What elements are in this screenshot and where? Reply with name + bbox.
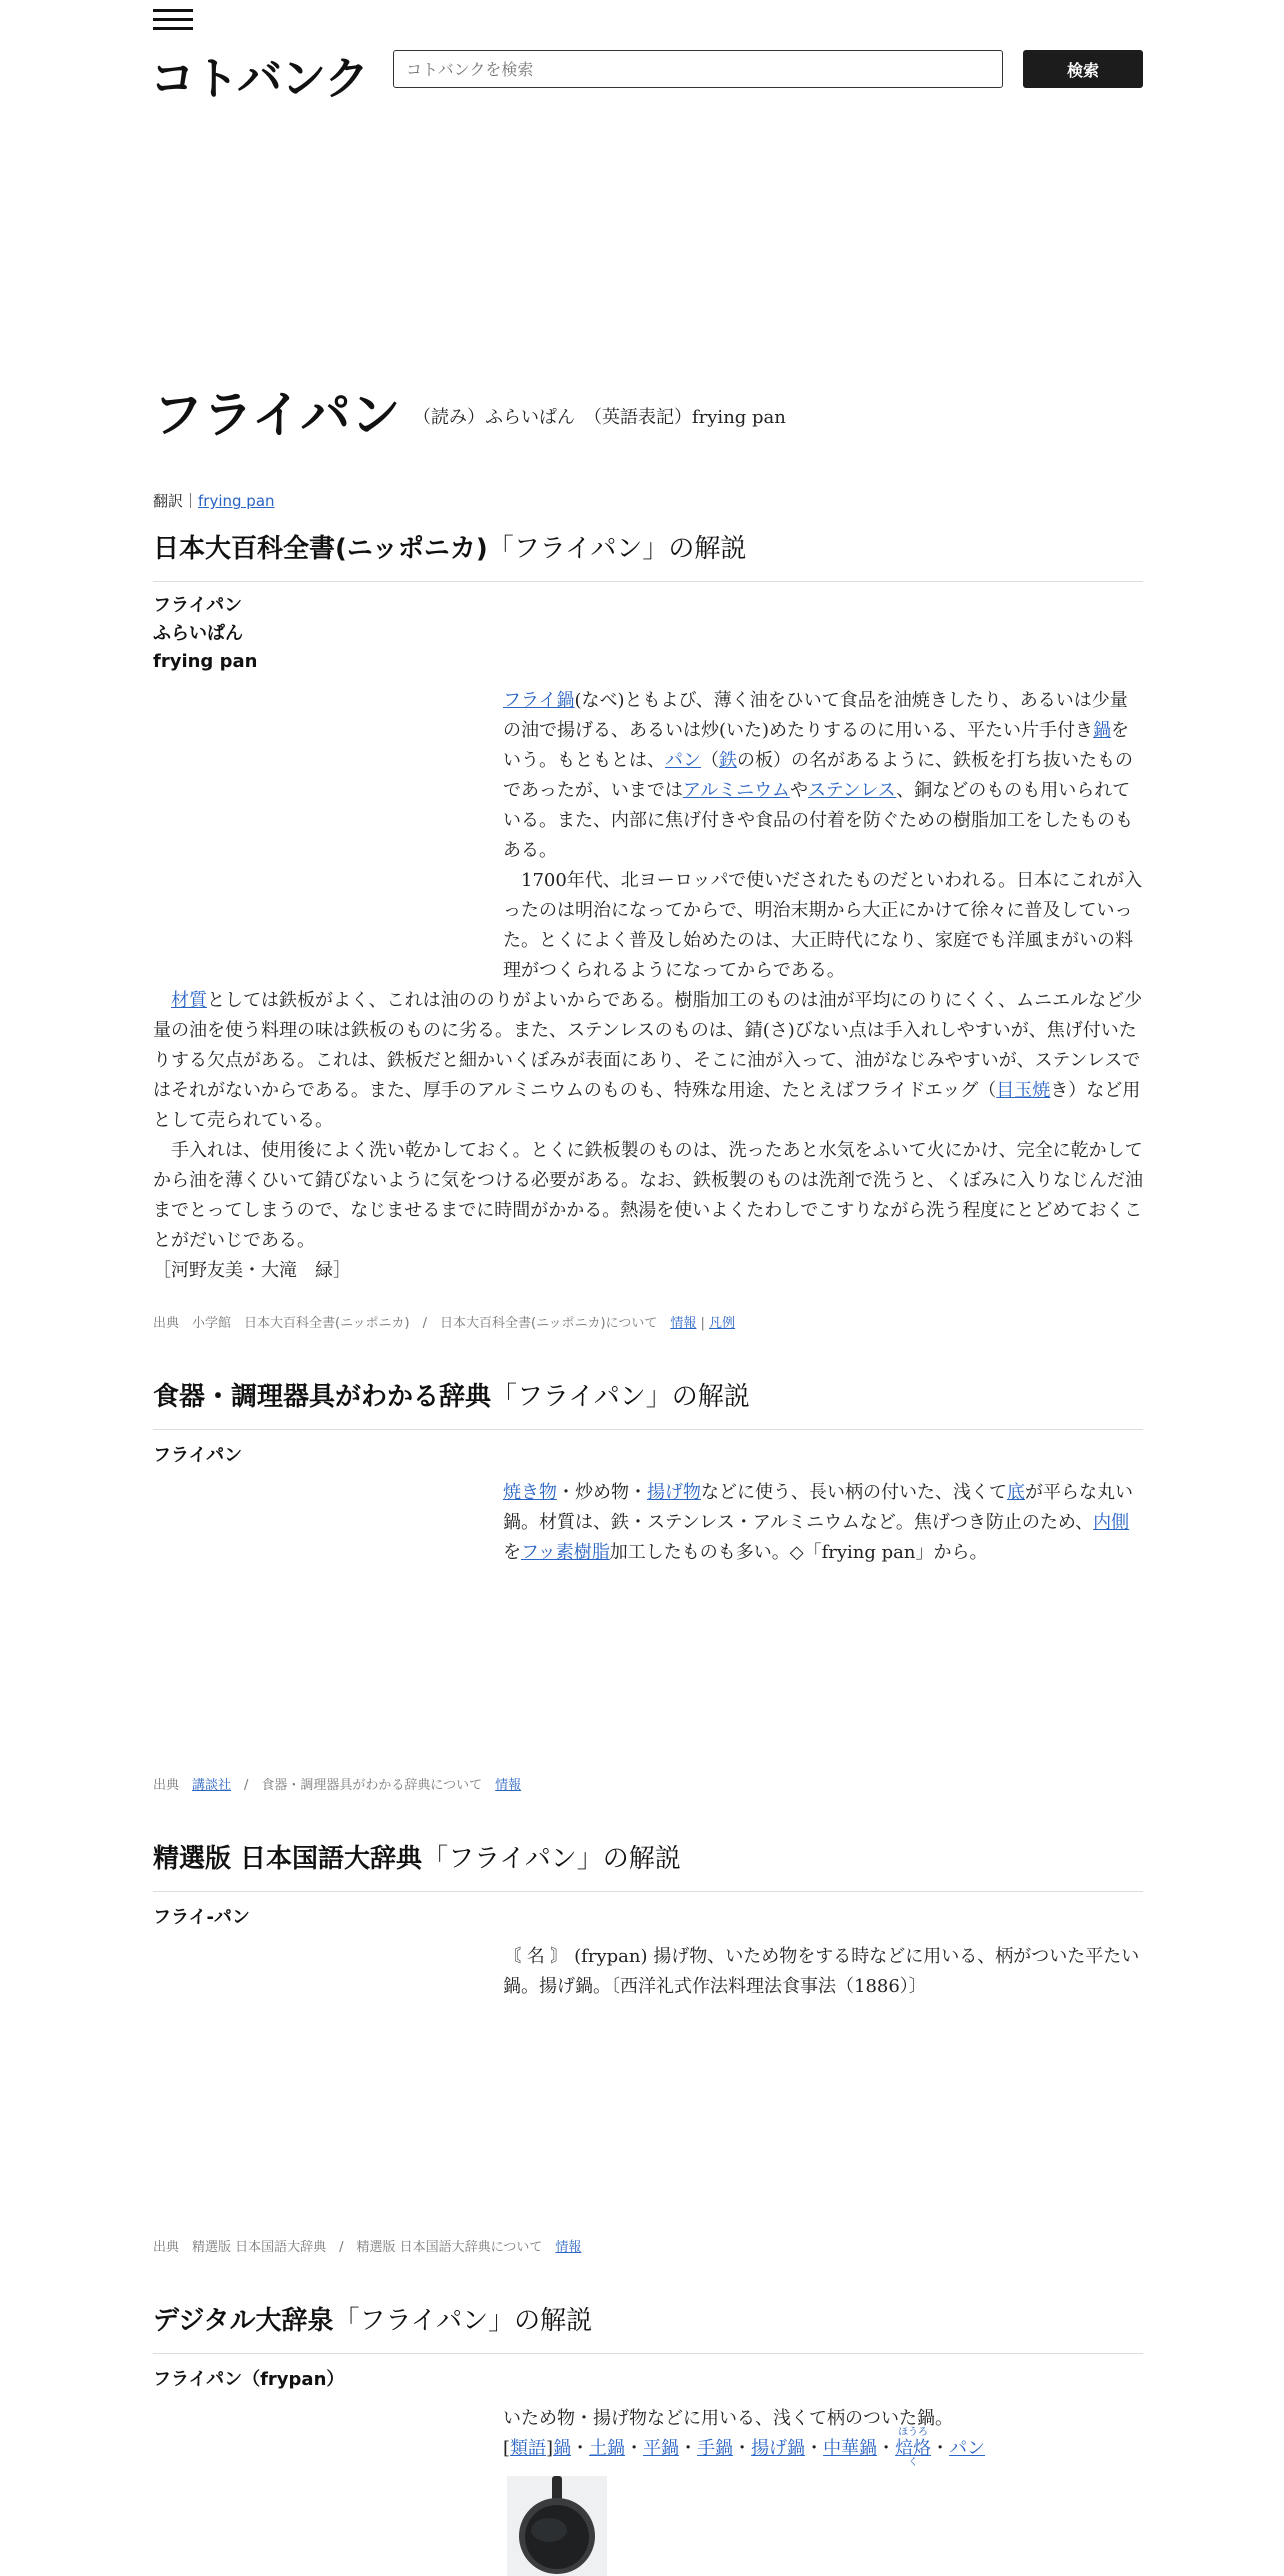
related-word-link[interactable]: 鍋 <box>553 2438 572 2459</box>
headwords <box>153 2366 344 2394</box>
dict-name: 精選版 日本国語大辞典 <box>153 1844 423 1874</box>
headword: フライパン <box>153 1445 243 1466</box>
dict-quote: 「フライパン」の解説 <box>422 1844 681 1874</box>
separator: ・ <box>805 2438 824 2459</box>
link-yakimono[interactable]: 焼き物 <box>503 1482 557 1503</box>
separator: | <box>696 1316 710 1331</box>
dict-quote: 「フライパン」の解説 <box>333 2306 593 2336</box>
related-word-link[interactable]: 手鍋 <box>697 2438 734 2459</box>
text: ・炒め物・ <box>557 1482 647 1503</box>
ruby-group <box>895 2427 932 2468</box>
link-stainless[interactable]: ステンレス <box>807 780 897 801</box>
headword: フライ-パン <box>153 1907 250 1928</box>
source-info-link[interactable]: 情報 <box>555 2240 582 2255</box>
headword: フライパン <box>153 595 243 616</box>
entry-paragraph: 手入れは、使用後によく洗い乾かしておく。とくに鉄板製のものは、洗ったあと水気をふいて火にかけ、完全に乾かしてから油を薄くひいて錆びないように気をつける必要がある。なお、鉄板製のものは洗剤で洗うと、くぼみに入りなじんだ油までとってしまうので、なじませるまでに時間がかかる。熱湯を使いよくたわしでこすりながら洗う程度にとどめておくことがだいじである。 <box>153 1140 1143 1251</box>
text: 、銅などのものも用いられている。また、内部に焦げ付きや食品の付着を防ぐための樹脂加工をしたものもある。 <box>503 780 1133 861</box>
dict-name: 食器・調理器具がわかる辞典 <box>153 1382 492 1412</box>
link-ruigo[interactable]: 類語 <box>510 2438 547 2459</box>
related-word-link[interactable]: 土鍋 <box>589 2438 626 2459</box>
separator: ・ <box>625 2438 644 2459</box>
headwords <box>153 1442 242 1470</box>
section-heading-kokugo <box>153 1838 1143 1892</box>
translation-link[interactable]: frying pan <box>198 492 275 510</box>
link-zaishitsu[interactable]: 材質 <box>171 990 207 1011</box>
entry-author: ［河野友美・大滝 緑］ <box>153 1260 351 1281</box>
source-publisher-link[interactable]: 講談社 <box>192 1778 232 1793</box>
source-hanrei-link[interactable]: 凡例 <box>709 1316 736 1331</box>
related-word-link[interactable]: 焙烙 <box>895 2438 932 2459</box>
text: を <box>503 1542 521 1563</box>
entry-paragraph: 1700年代、北ヨーロッパで使いだされたものだといわれる。日本にこれが入ったのは明治になってからで、明治末期から大正にかけて徐々に普及していった。とくによく普及し始めたのは、大正時代になり、家庭でも洋風まがいの料理がつくられるようになってからである。 <box>503 870 1143 981</box>
entry-body <box>503 2404 1143 2468</box>
text: (なべ)ともよび、薄く油をひいて食品を油焼きしたり、あるいは少量の油で揚げる、あるいは炒(いた)めたりするのに用いる、平たい片手付き <box>503 690 1128 741</box>
headwords <box>153 592 257 676</box>
source-text: 出典 <box>153 1778 193 1793</box>
text: をいう。もともとは、 <box>503 720 1130 771</box>
entry-body <box>503 1942 1143 2002</box>
related-word-link[interactable]: 揚げ鍋 <box>751 2438 806 2459</box>
link-nabe[interactable]: 鍋 <box>1093 720 1112 741</box>
separator: ・ <box>877 2438 896 2459</box>
text: や <box>789 780 808 801</box>
frying-pan-illustration <box>507 2476 607 2576</box>
separator: ・ <box>571 2438 590 2459</box>
site-logo[interactable]: コトバンク <box>150 52 369 105</box>
source-line <box>153 1312 735 1331</box>
link-agemono[interactable]: 揚げ物 <box>647 1482 701 1503</box>
related-word-link[interactable]: 中華鍋 <box>823 2438 878 2459</box>
link-soko[interactable]: 底 <box>1007 1482 1025 1503</box>
source-text: 出典 精選版 日本国語大辞典 / 精選版 日本国語大辞典について <box>153 2240 556 2255</box>
headwords <box>153 1904 250 1932</box>
page-title: フライパン <box>153 386 401 444</box>
ruby-reading: ほうろく <box>898 2427 929 2468</box>
text <box>153 990 171 1011</box>
source-info-link[interactable]: 情報 <box>495 1778 522 1793</box>
separator: ・ <box>679 2438 698 2459</box>
search-box[interactable] <box>393 50 1003 88</box>
dict-name: デジタル大辞泉 <box>153 2306 334 2336</box>
source-text: / 食器・調理器具がわかる辞典について <box>231 1778 496 1793</box>
search-input[interactable] <box>394 51 1002 87</box>
text: （ <box>701 750 719 771</box>
separator: ・ <box>733 2438 752 2459</box>
headword: frying pan <box>153 651 258 672</box>
link-tetsu[interactable]: 鉄 <box>719 750 737 771</box>
related-word-link[interactable]: 平鍋 <box>643 2438 680 2459</box>
source-line <box>153 2236 581 2255</box>
text: の板）の名があるように、鉄板を打ち抜いたものであったが、いまでは <box>503 750 1133 801</box>
dict-name: 日本大百科全書(ニッポニカ) <box>153 534 488 564</box>
entry-body <box>503 1478 1143 1568</box>
entry-paragraph: 〘 名 〙 (frypan) 揚げ物、いため物をする時などに用いる、柄がついた平たい鍋。揚げ鍋。〔西洋礼式作法料理法食事法（1886）〕 <box>503 1946 1140 1997</box>
link-aluminium[interactable]: アルミニウム <box>682 780 790 801</box>
bracket: [ <box>503 2438 511 2459</box>
related-word-link[interactable]: パン <box>949 2438 986 2459</box>
translation-label: 翻訳｜ <box>153 492 199 510</box>
section-heading-nipponica <box>153 528 1143 582</box>
text: としては鉄板がよく、これは油ののりがよいからである。樹脂加工のものは油が平均にのりにくく、ムニエルなど少量の油を使う料理の味は鉄板のものに劣る。また、ステンレスのものは、錆(さ)びない点は手入れしやすいが、焦げ付いたりする欠点がある。これは、鉄板だと細かいくぼみが表面にあり、そこに油が入って、油がなじみやすいが、ステンレスではそれがないからである。また、厚手のアルミニウムのものも、特殊な用途、たとえばフライドエッグ（ <box>153 990 1143 1101</box>
headword: ふらいぱん <box>153 623 243 644</box>
text: き）など用として売られている。 <box>153 1080 1141 1131</box>
text: 加工したものも多い。◇「frying pan」から。 <box>609 1542 988 1563</box>
separator: ・ <box>931 2438 950 2459</box>
link-pan[interactable]: パン <box>665 750 701 771</box>
source-info-link[interactable]: 情報 <box>670 1316 697 1331</box>
section-heading-shokki <box>153 1376 1143 1430</box>
source-line <box>153 1774 521 1793</box>
source-text: 出典 小学館 日本大百科全書(ニッポニカ) / 日本大百科全書(ニッポニカ)について <box>153 1316 671 1331</box>
dict-quote: 「フライパン」の解説 <box>487 534 747 564</box>
link-medamayaki[interactable]: 目玉焼 <box>996 1080 1051 1101</box>
search-button[interactable]: 検索 <box>1023 50 1143 88</box>
section-heading-daijisen <box>153 2300 1143 2354</box>
link-fry-nabe[interactable]: フライ鍋 <box>503 690 575 711</box>
translation-row <box>153 490 275 511</box>
headword: フライパン（frypan） <box>153 2369 345 2390</box>
entry-body-p1 <box>503 686 1143 986</box>
link-uchigawa[interactable]: 内側 <box>1093 1512 1130 1533</box>
title-reading: （読み）ふらいぱん （英語表記）frying pan <box>413 407 786 428</box>
entry-paragraph: いため物・揚げ物などに用いる、浅くて柄のついた鍋。 <box>503 2408 953 2429</box>
menu-icon[interactable] <box>153 9 193 33</box>
entry-body-p3 <box>153 986 1143 1286</box>
frying-pan-image[interactable] <box>507 2476 607 2576</box>
text: などに使う、長い柄の付いた、浅くて <box>701 1482 1007 1503</box>
related-words <box>503 2427 1143 2468</box>
link-fusso-jushi[interactable]: フッ素樹脂 <box>521 1542 610 1563</box>
text: が平らな丸い鍋。材質は、鉄・ステンレス・アルミニウムなど。焦げつき防止のため、 <box>503 1482 1133 1533</box>
dict-quote: 「フライパン」の解説 <box>491 1382 750 1412</box>
bracket: ] <box>546 2438 554 2459</box>
